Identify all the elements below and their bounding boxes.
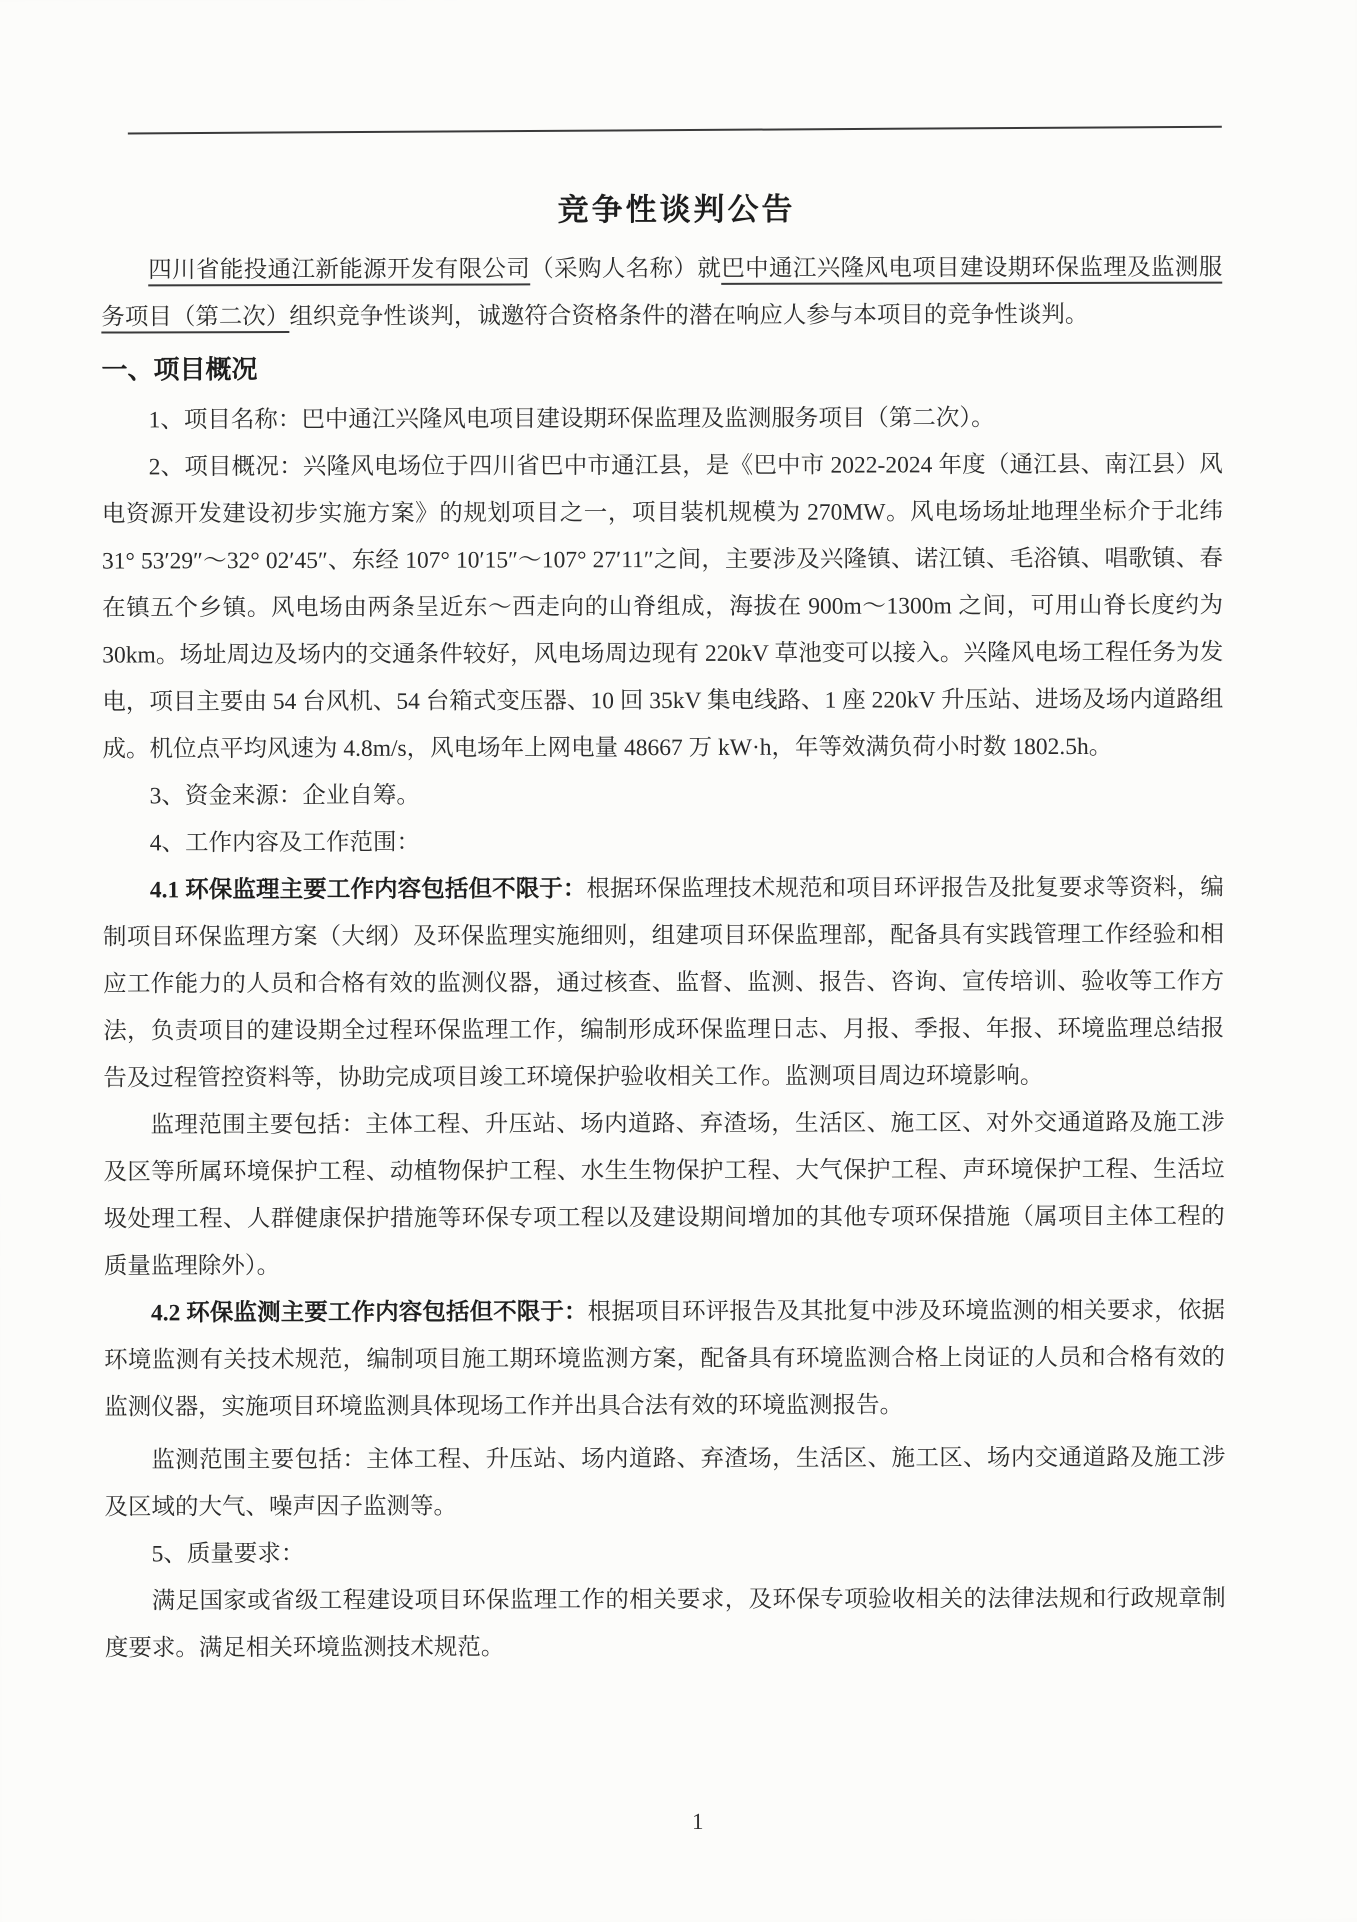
intro-paragraph bbox=[101, 245, 1222, 342]
document-title: 竞争性谈判公告 bbox=[557, 191, 796, 228]
paragraph: 4.1 环保监理主要工作内容包括但不限于：根据环保监理技术规范和项目环评报告及批复要求等资料，编制项目环保监理方案（大纲）及环保监理实施细则，组建项目环保监理部，配备具有实践管理工作经验和相应工作能力的人员和合格有效的监测仪器，通过核查、监督、监测、报告、咨询、宣传培训、验收等工作方法，负责项目的建设期全过程环保监理工作，编制形成环保监理日志、月报、季报、年报、环境监理总结报告及过程管控资料等，协助完成项目竣工环境保护验收相关工作。监测项目周边环境影响。 bbox=[102, 874, 1225, 1092]
paragraph: 监理范围主要包括：主体工程、升压站、场内道路、弃渣场，生活区、施工区、对外交通道路及施工涉及区等所属环境保护工程、动植物保护工程、水生生物保护工程、大气保护工程、声环境保护工程、生活垃圾处理工程、人群健康保护措施等环保专项工程以及建设期间增加的其他专项环保措施（属项目主体工程的质量监理除外）。 bbox=[103, 1109, 1225, 1280]
section-heading-overview: 一、项目概况 bbox=[101, 355, 258, 385]
page-number: 1 bbox=[691, 1808, 704, 1834]
buyer-name-underlined: 四川省能投通江新能源开发有限公司 bbox=[148, 256, 531, 284]
buyer-label: （采购人名称）就 bbox=[530, 255, 722, 283]
paragraph: 4、工作内容及工作范围： bbox=[149, 829, 420, 857]
paragraph: 4.2 环保监测主要工作内容包括但不限于：根据项目环评报告及其批复中涉及环境监测的相关要求，依据环境监测有关技术规范，编制项目施工期环境监测方案，配备具有环境监测合格上岗证的人员和合格有效的监测仪器，实施项目环境监测具体现场工作并出具合法有效的环境监测报告。 bbox=[104, 1297, 1226, 1421]
project-name-underlined: 巴中通江兴隆风电项目建设期环保监理及监测服务项目（第二次） bbox=[101, 254, 1223, 331]
paragraph: 监测范围主要包括：主体工程、升压站、场内道路、弃渣场，生活区、施工区、场内交通道路及施工涉及区域的大气、噪声因子监测等。 bbox=[104, 1444, 1226, 1521]
header-rule bbox=[128, 126, 1222, 135]
document-body bbox=[101, 245, 1226, 1673]
paragraph: 3、资金来源：企业自筹。 bbox=[149, 782, 420, 810]
paragraph-lead-bold: 4.1 环保监理主要工作内容包括但不限于： bbox=[149, 876, 587, 904]
paragraph: 2、项目概况：兴隆风电场位于四川省巴中市通江县，是《巴中市 2022-2024 年度（通江县、南江县）风电资源开发建设初步实施方案》的规划项目之一，项目装机规模为 270MW。风电场场址地理坐标介于北纬 31° 53′29″～32° 02′45″、东经 107° 10′15″～107° 27′11″之间，主要涉及兴隆镇、诺江镇、毛浴镇、唱歌镇、春在镇五个乡镇。风电场由两条呈近东～西走向的山脊组成，海拔在 900m～1300m 之间，可用山脊长度约为 30km。场址周边及场内的交通条件较好，风电场周边现有 220kV 草池变可以接入。兴隆风电场工程任务为发电，项目主要由 54 台风机、54 台箱式变压器、10 回 35kV 集电线路、1 座 220kV 升压站、进场及场内道路组成。机位点平均风速为 4.8m/s，风电场年上网电量 48667 万 kW·h，年等效满负荷小时数 1802.5h。 bbox=[101, 451, 1224, 763]
section-paragraphs bbox=[102, 395, 1226, 1673]
paragraph: 5、质量要求： bbox=[151, 1540, 305, 1568]
intro-closing: 组织竞争性谈判，诚邀符合资格条件的潜在响应人参与本项目的竞争性谈判。 bbox=[289, 301, 1089, 331]
paragraph: 满足国家或省级工程建设项目环保监理工作的相关要求，及环保专项验收相关的法律法规和行政规章制度要求。满足相关环境监测技术规范。 bbox=[104, 1585, 1226, 1662]
paragraph-lead-bold: 4.2 环保监测主要工作内容包括但不限于： bbox=[150, 1299, 588, 1327]
paragraph: 1、项目名称：巴中通江兴隆风电项目建设期环保监理及监测服务项目（第二次）。 bbox=[148, 405, 995, 434]
